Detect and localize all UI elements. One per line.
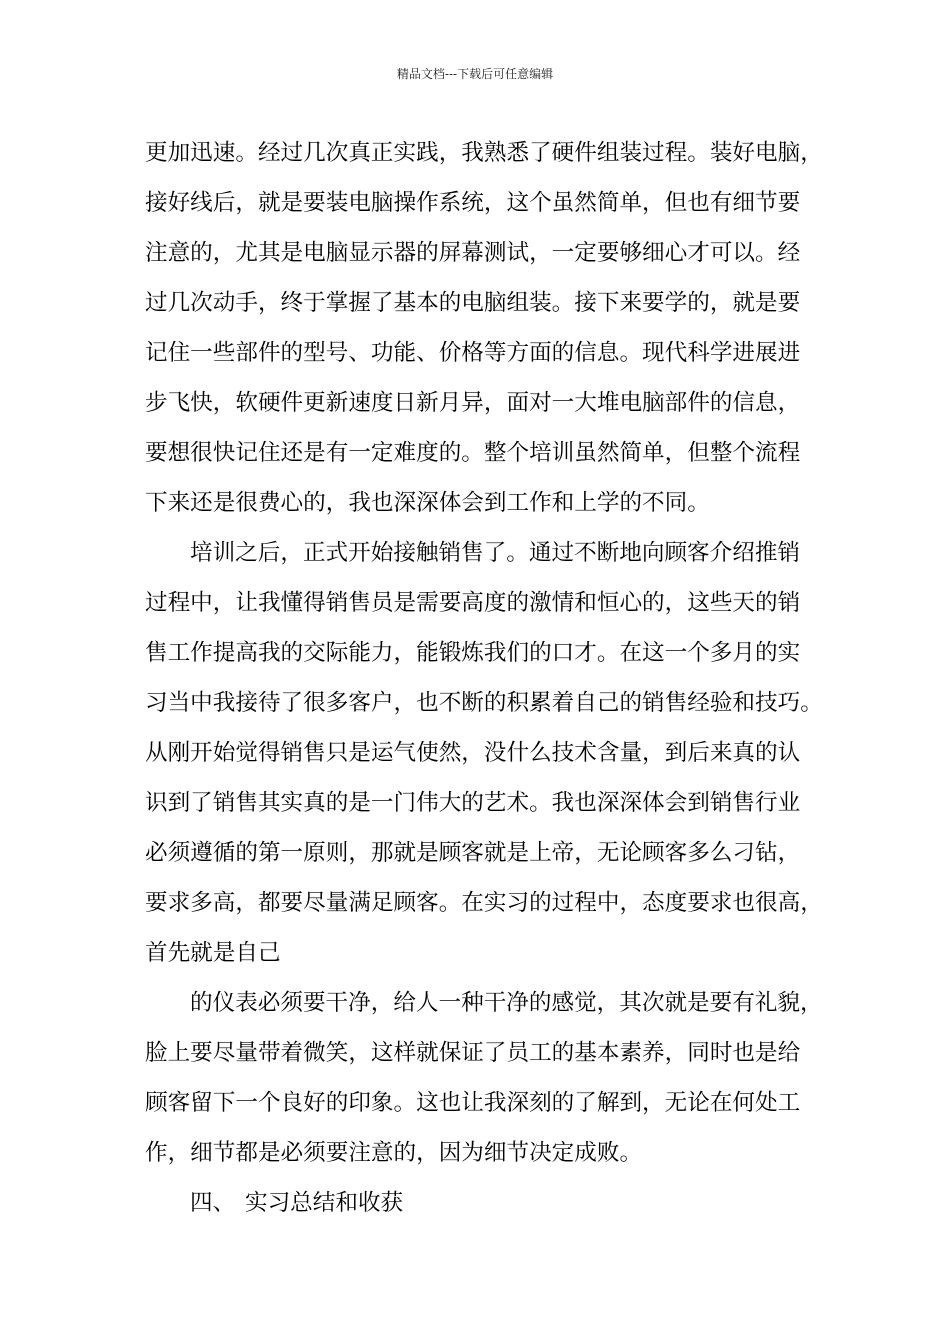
paragraph-3: [145, 978, 825, 1178]
text-line: 过程中，让我懂得销售员是需要高度的激情和恒心的，这些天的销: [145, 590, 801, 616]
text-line: 脸上要尽量带着微笑，这样就保证了员工的基本素养，同时也是给: [145, 1040, 801, 1066]
text-line: 习当中我接待了很多客户，也不断的积累着自己的销售经验和技巧。: [145, 690, 823, 716]
text-line: 过几次动手，终于掌握了基本的电脑组装。接下来要学的，就是要: [145, 290, 801, 316]
page-header: 精品文档---下载后可任意编辑: [396, 67, 554, 81]
text-line: 的仪表必须要干净，给人一种干净的感觉，其次就是要有礼貌，: [190, 990, 823, 1016]
text-line: 售工作提高我的交际能力，能锻炼我们的口才。在这一个多月的实: [145, 640, 801, 666]
text-line: 必须遵循的第一原则，那就是顾客就是上帝，无论顾客多么刁钻，: [145, 840, 801, 866]
section-title: 实习总结和收获: [245, 1190, 404, 1216]
text-line: 注意的，尤其是电脑显示器的屏幕测试，一定要够细心才可以。经: [145, 240, 801, 266]
text-line: 接好线后，就是要装电脑操作系统，这个虽然简单，但也有细节要: [145, 190, 801, 216]
text-line: 要想很快记住还是有一定难度的。整个培训虽然简单，但整个流程: [145, 440, 801, 466]
text-line: 培训之后，正式开始接触销售了。通过不断地向顾客介绍推销: [190, 540, 801, 566]
text-line: 从刚开始觉得销售只是运气使然，没什么技术含量，到后来真的认: [145, 740, 801, 766]
paragraph-2: [145, 528, 825, 978]
text-line: 记住一些部件的型号、功能、价格等方面的信息。现代科学进展进: [145, 340, 801, 366]
text-line: 步飞快，软硬件更新速度日新月异，面对一大堆电脑部件的信息，: [145, 390, 801, 416]
text-line: 下来还是很费心的，我也深深体会到工作和上学的不同。: [145, 490, 710, 516]
text-line: 更加迅速。经过几次真正实践，我熟悉了硬件组装过程。装好电脑，: [145, 140, 823, 166]
text-line: 首先就是自己: [145, 940, 281, 966]
document-body: [145, 128, 825, 1228]
text-line: 作，细节都是必须要注意的，因为细节决定成败。: [145, 1140, 643, 1166]
text-line: 顾客留下一个良好的印象。这也让我深刻的了解到，无论在何处工: [145, 1090, 801, 1116]
text-line: 识到了销售其实真的是一门伟大的艺术。我也深深体会到销售行业: [145, 790, 801, 816]
paragraph-1: [145, 128, 825, 528]
text-line: 要求多高，都要尽量满足顾客。在实习的过程中，态度要求也很高，: [145, 890, 823, 916]
section-heading: [145, 1178, 825, 1228]
section-number: 四、: [190, 1190, 236, 1216]
